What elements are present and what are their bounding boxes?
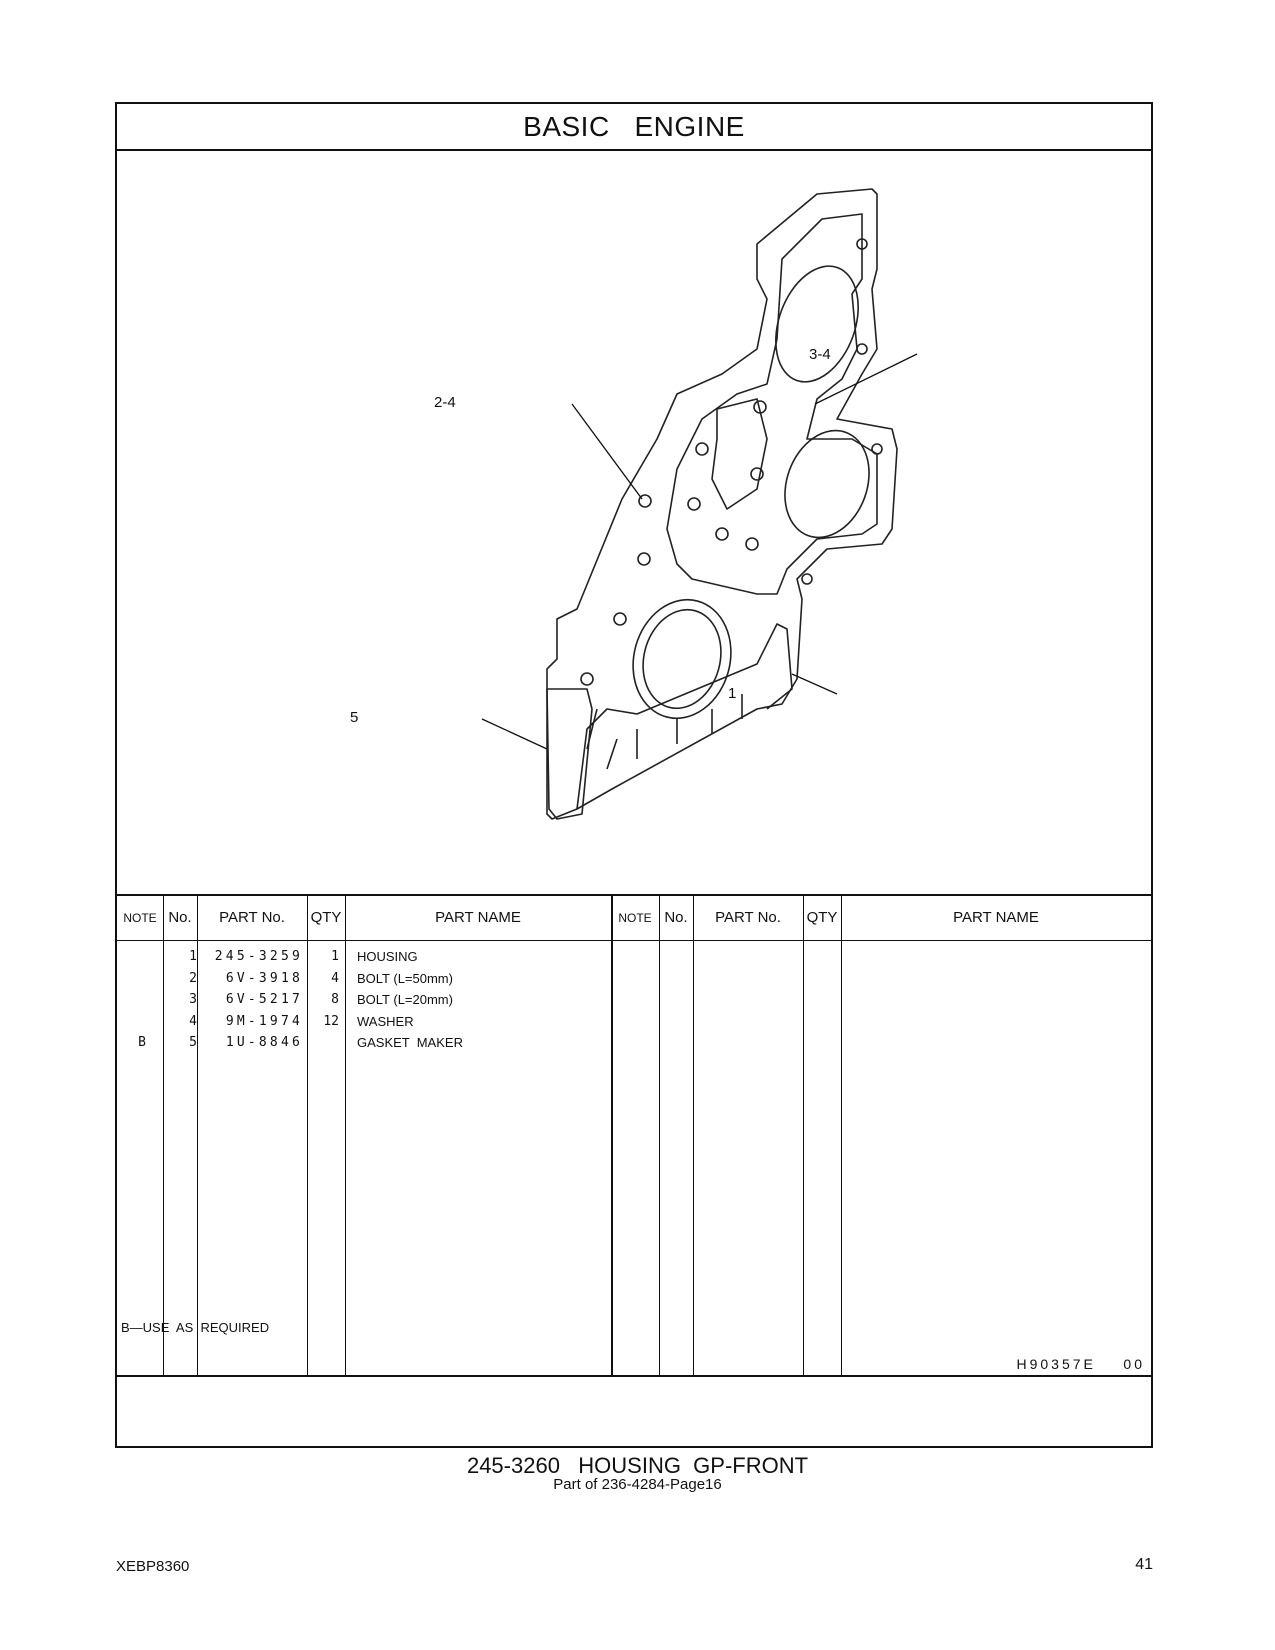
callout-5: 5 <box>350 709 359 726</box>
parts-list-table <box>117 894 1151 1377</box>
row-part-number: 6V-3918 <box>225 970 303 986</box>
row-number: 1 <box>189 949 197 964</box>
assembly-caption: 245-3260 HOUSING GP-FRONT <box>466 1453 809 1478</box>
crank-seal-inner <box>632 601 731 717</box>
row-qty: 4 <box>331 970 339 986</box>
bolt-bosses <box>581 239 882 685</box>
row-number: 3 <box>189 992 197 1008</box>
row-part-name: BOLT (L=50mm) <box>357 970 453 986</box>
lower-flange <box>577 624 792 809</box>
header-note-right: NOTE <box>618 911 652 925</box>
row-number: 5 <box>189 1035 197 1051</box>
header-part-name-left: PART NAME <box>435 909 521 926</box>
header-no-right: No. <box>664 909 688 926</box>
callout-1: 1 <box>728 685 737 702</box>
gasket-strip <box>547 689 592 819</box>
table-row <box>117 946 634 968</box>
exploded-view-illustration <box>117 149 1151 894</box>
page-number: 41 <box>1135 1556 1153 1573</box>
leader-5 <box>482 719 547 749</box>
row-qty: 12 <box>323 1013 339 1029</box>
callout-3-4: 3-4 <box>809 346 831 363</box>
header-part-no-left: PART No. <box>219 909 285 926</box>
header-divider <box>117 940 1151 941</box>
document-id: XEBP8360 <box>116 1558 190 1575</box>
row-part-number: 6V-5217 <box>225 992 303 1008</box>
row-number: 4 <box>189 1013 197 1029</box>
row-number: 2 <box>189 970 197 986</box>
table-row <box>117 968 634 990</box>
row-part-number: 245-3259 <box>214 949 303 964</box>
center-plate <box>712 399 767 509</box>
callout-2-4: 2-4 <box>434 394 456 411</box>
header-qty-left: QTY <box>310 909 342 926</box>
row-note: B <box>138 1035 146 1051</box>
row-qty: 8 <box>331 992 339 1008</box>
row-part-name: GASKET MAKER <box>357 1035 463 1051</box>
row-part-name: WASHER <box>357 1013 414 1029</box>
footnote: B—USE AS REQUIRED <box>121 1320 270 1335</box>
page-title: BASIC ENGINE <box>117 104 1151 151</box>
header-part-name-right: PART NAME <box>953 909 1039 926</box>
drawing-code: H90357E 00 <box>1016 1356 1145 1372</box>
row-part-number: 9M-1974 <box>225 1013 303 1029</box>
front-housing-drawing <box>117 149 1151 894</box>
parts-rows <box>117 946 634 1054</box>
table-row <box>117 1032 634 1054</box>
header-no-left: No. <box>168 909 192 926</box>
header-part-no-right: PART No. <box>715 909 781 926</box>
table-row <box>117 989 634 1011</box>
header-qty-right: QTY <box>806 909 838 926</box>
col-divider <box>693 896 694 1375</box>
row-part-number: 1U-8846 <box>225 1035 303 1051</box>
upper-bore <box>761 255 873 394</box>
row-part-name: HOUSING <box>357 949 418 964</box>
header-note-left: NOTE <box>123 911 157 925</box>
row-part-name: BOLT (L=20mm) <box>357 992 453 1008</box>
housing-outline <box>547 189 897 819</box>
row-qty: 1 <box>331 949 339 964</box>
col-divider <box>659 896 660 1375</box>
col-divider <box>841 896 842 1375</box>
col-divider <box>803 896 804 1375</box>
parts-page-frame <box>115 102 1153 1448</box>
table-row <box>117 1011 634 1033</box>
leader-1 <box>792 674 837 694</box>
assembly-sub-caption: Part of 236-4284-Page16 <box>553 1476 722 1493</box>
leader-2-4 <box>572 404 642 499</box>
